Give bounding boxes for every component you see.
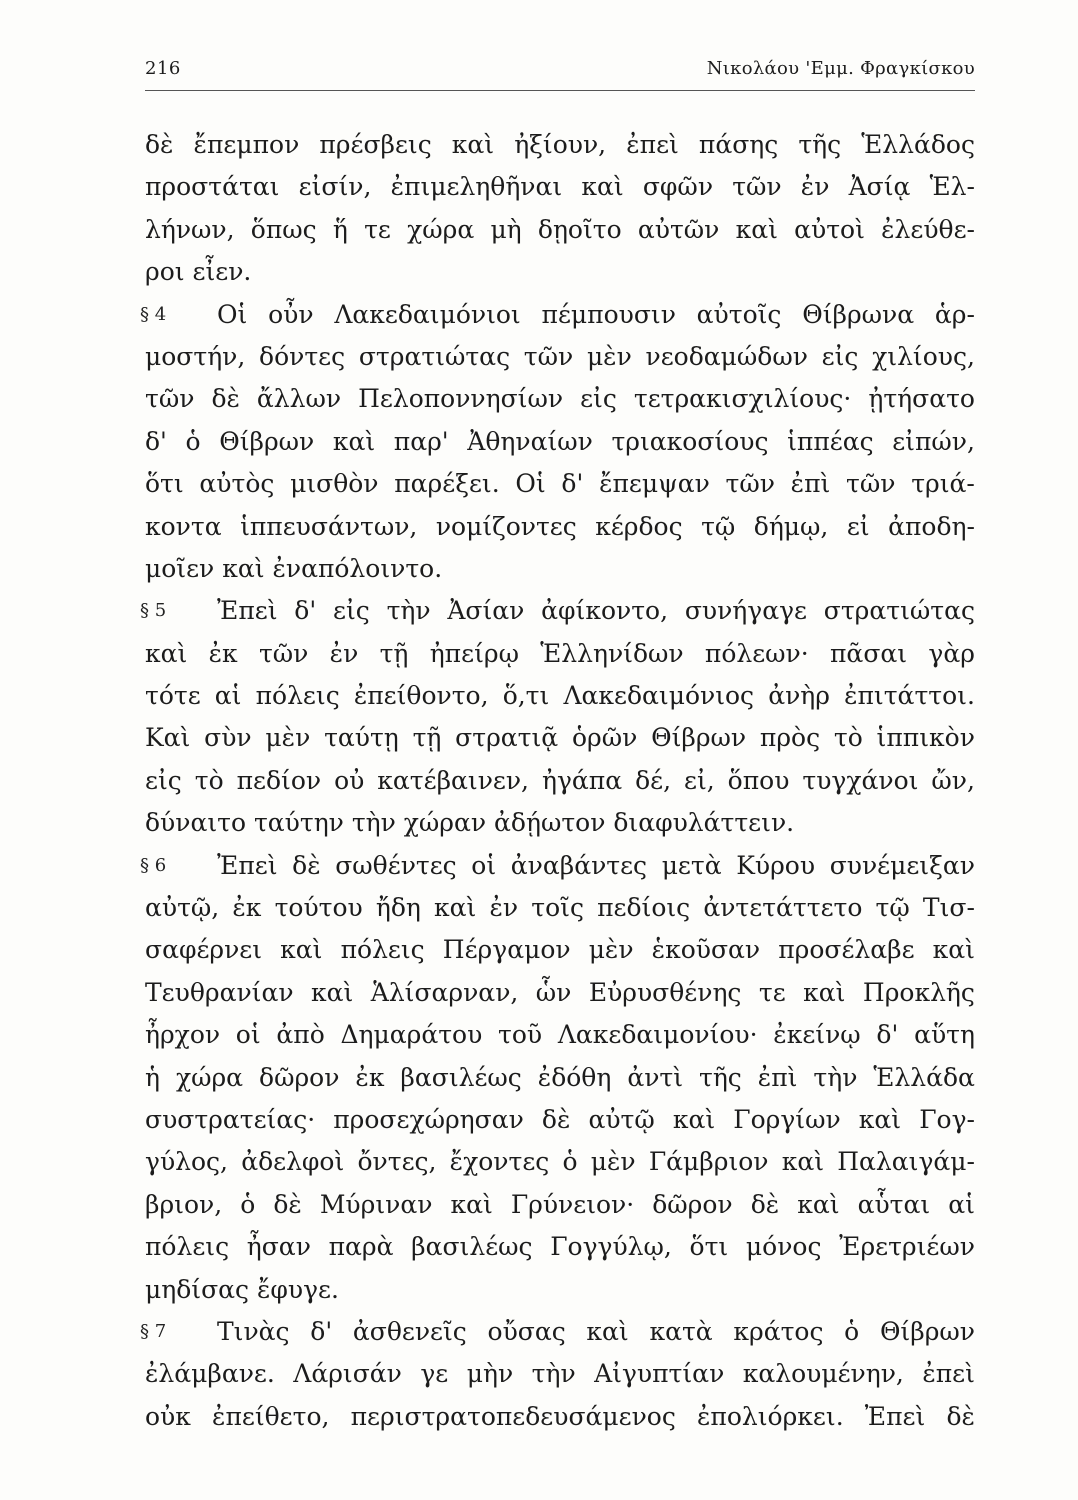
text-line: [145, 1184, 975, 1226]
word: Καὶ: [145, 723, 191, 753]
word: Πελοποννησίων: [358, 384, 564, 414]
word: πάσης: [698, 130, 779, 159]
section-marker: § 7: [140, 1320, 167, 1342]
word: λήνων,: [145, 214, 235, 244]
word: ἐκ: [232, 893, 262, 923]
line-text: μηδίσας ἔφυγε.: [145, 1274, 339, 1304]
word: Παλαιγάμ-: [837, 1147, 975, 1177]
word: οἱ: [471, 850, 497, 880]
word: ὁ: [562, 1147, 578, 1177]
word: τε: [364, 214, 391, 244]
word: σωθέντες: [335, 850, 457, 880]
text-line: [145, 209, 975, 251]
word: δ': [145, 426, 167, 456]
word: καὶ: [581, 172, 624, 202]
word: ταύτῃ: [324, 723, 399, 753]
word: ἀνὴρ: [768, 681, 830, 711]
word: μὴ: [490, 214, 522, 244]
word: Ἐπεὶ: [217, 850, 278, 880]
word: στρατιώτας: [823, 596, 975, 626]
word: βασιλέως: [400, 1062, 522, 1092]
word: δὲ: [273, 1189, 302, 1219]
word: τοῦ: [498, 1020, 543, 1050]
word: μετὰ: [661, 850, 722, 880]
word: σὺν: [204, 723, 252, 753]
word: πόλεις: [340, 935, 425, 965]
text-line: [145, 1353, 975, 1395]
word: ἱππικὸν: [876, 723, 975, 753]
word: εἰς: [821, 341, 859, 371]
word: μὲν: [588, 935, 634, 965]
text-line: [145, 463, 975, 505]
word: Προκλῆς: [862, 977, 975, 1007]
word: ἠγάπα: [541, 765, 623, 795]
word: γύλος,: [145, 1147, 228, 1177]
word: χώρα: [175, 1062, 244, 1092]
word: συστρατείας·: [145, 1104, 316, 1134]
word: τε: [758, 977, 786, 1007]
word: οὔσας: [487, 1316, 566, 1346]
word: γὰρ: [928, 638, 975, 668]
word: ἀντετάττετο: [703, 893, 863, 923]
word: στρατιᾷ: [455, 723, 559, 753]
word: μὲν: [590, 1147, 636, 1177]
word: αὕτη: [914, 1020, 975, 1050]
word: καὶ: [932, 935, 975, 965]
word: προσεχώρησαν: [333, 1104, 524, 1134]
word: δήμῳ,: [753, 511, 829, 541]
word: Γάμβριον: [648, 1147, 769, 1177]
word: Ἐπεὶ: [864, 1401, 926, 1431]
word: Θίβρων: [651, 723, 747, 753]
word: βασιλέως: [411, 1232, 533, 1262]
word: Ἀσίαν: [447, 596, 525, 626]
word: ἐπεὶ: [626, 130, 679, 159]
word: ἐλάμβανε.: [145, 1359, 275, 1389]
word: Κύρου: [736, 850, 816, 880]
word: τῷ: [701, 511, 736, 541]
word: ἐπολιόρκει.: [697, 1401, 844, 1431]
word: καὶ: [451, 130, 495, 159]
word: ἥ: [332, 214, 348, 244]
word: ἠξίουν,: [514, 130, 607, 159]
word: καὶ: [434, 893, 477, 923]
text-line: [145, 1014, 975, 1056]
section-marker: § 4: [140, 303, 167, 325]
word: τῇ: [379, 638, 409, 668]
text-line: [145, 1226, 975, 1268]
word: καὶ: [797, 1189, 840, 1219]
word: τῆς: [699, 1062, 742, 1092]
word: τῶν: [732, 172, 782, 202]
word: συνήγαγε: [684, 596, 807, 626]
word: οἱ: [235, 1020, 261, 1050]
text-line: [145, 760, 975, 802]
word: ἔπεμψαν: [599, 469, 710, 499]
word: ὅτι: [689, 1232, 729, 1262]
text-line: [145, 717, 975, 759]
word: δῶρον: [652, 1189, 733, 1219]
word: σαφέρνει: [145, 935, 263, 965]
word: ἀδελφοὶ: [241, 1147, 345, 1177]
word: Οἱ: [515, 469, 546, 499]
word: δῃοῖτο: [537, 214, 622, 244]
text-line: [140, 294, 975, 336]
word: Πέργαμον: [442, 935, 571, 965]
word: Λακεδαιμονίου·: [557, 1020, 758, 1050]
word: αὗται: [857, 1189, 931, 1219]
word: καὶ: [311, 977, 354, 1007]
word: αὐτῷ: [588, 1104, 655, 1134]
word: Ἑλλάδα: [873, 1062, 975, 1092]
word: ἐπὶ: [790, 469, 831, 499]
word: συνέμειξαν: [829, 850, 975, 880]
word: Εὐρυσθένης: [588, 977, 742, 1007]
word: δὲ: [541, 1104, 571, 1134]
word: Λάρισάν: [293, 1359, 402, 1389]
word: χιλίους,: [872, 341, 975, 371]
word: μόνος: [745, 1232, 822, 1262]
word: δ': [294, 596, 317, 626]
word: αὐτὸς: [199, 469, 275, 499]
word: κράτος: [733, 1316, 824, 1346]
word: καὶ: [145, 638, 188, 668]
word: ἐπὶ: [757, 1062, 798, 1092]
word: Γοργίων: [733, 1104, 841, 1134]
text-line: [145, 378, 975, 420]
word: Ἐπεὶ: [217, 596, 278, 626]
word: Γρύνειον·: [510, 1189, 635, 1219]
word: Γογ-: [919, 1104, 975, 1134]
word: Δημαράτου: [340, 1020, 483, 1050]
word: ὧν: [535, 977, 572, 1007]
word: ὁ: [185, 426, 201, 456]
word: πρὸς: [759, 723, 821, 753]
word: ἑκοῦσαν: [651, 935, 761, 965]
word: Λακεδαιμόνιοι: [334, 299, 521, 329]
word: ὅ,τι: [502, 681, 550, 711]
word: ἐν: [800, 172, 830, 202]
word: μοστήν,: [145, 341, 246, 371]
word: εἰ,: [684, 765, 715, 795]
word: Ἑλλάδος: [861, 130, 975, 159]
word: αὐτῷ,: [145, 893, 220, 923]
word: εἰσίν,: [298, 172, 372, 202]
word: προσέλαβε: [778, 935, 915, 965]
word: αἱ: [214, 681, 242, 711]
section-marker: § 6: [140, 854, 167, 876]
word: Τισ-: [922, 893, 975, 923]
word: τὸ: [194, 765, 224, 795]
word: ὅπου: [727, 765, 790, 795]
word: ᾐτήσατο: [868, 384, 975, 414]
word: ἐκ: [208, 638, 238, 668]
word: Ἀσίᾳ: [848, 172, 911, 202]
word: Ἐρετριέων: [839, 1232, 975, 1262]
word: τυγχάνοι: [802, 765, 919, 795]
word: ἐκ: [355, 1062, 385, 1092]
word: νεοδαμώδων: [645, 341, 808, 371]
word: δ': [310, 1316, 333, 1346]
page-number: 216: [145, 58, 181, 79]
word: προστάται: [145, 172, 280, 202]
word: δὲ: [145, 130, 174, 159]
word: ἐπεὶ: [922, 1359, 975, 1389]
word: ἐν: [329, 638, 359, 668]
word: καὶ: [781, 1147, 825, 1177]
word: Ἀθηναίων: [467, 426, 593, 456]
word: πόλεις: [145, 1232, 230, 1262]
word: καὶ: [586, 1316, 629, 1346]
text-line: [145, 336, 975, 378]
word: Τινὰς: [217, 1316, 290, 1346]
text-line: [145, 1141, 975, 1183]
word: ἐπιτάττοι.: [844, 681, 975, 711]
word: ἦρχον: [145, 1020, 221, 1050]
word: ἐδόθη: [537, 1062, 612, 1092]
word: ἐπιμεληθῆναι: [390, 172, 563, 202]
word: τριά-: [911, 469, 975, 499]
text-line: [145, 421, 975, 463]
word: καὶ: [332, 426, 376, 456]
text-line: [145, 1057, 975, 1099]
word: τῶν: [846, 469, 896, 499]
word: παρ': [393, 426, 449, 456]
word: βριον,: [145, 1189, 223, 1219]
word: ὁρῶν: [571, 723, 638, 753]
text-line: [145, 1099, 975, 1141]
word: αὐτοῖς: [696, 299, 782, 329]
text-line: [145, 506, 975, 548]
word: δόντες: [259, 341, 346, 371]
word: δὲ: [292, 850, 321, 880]
word: ἡ: [145, 1062, 160, 1092]
word: τὴν: [813, 1062, 858, 1092]
word: μισθὸν: [290, 469, 379, 499]
word: δὲ: [211, 384, 240, 414]
word: τῷ: [875, 893, 910, 923]
word: ἀντὶ: [627, 1062, 684, 1092]
line-text: δύναιτο ταύτην τὴν χώραν ἀδῄωτον διαφυλάττειν.: [145, 808, 795, 838]
word: ἀσθενεῖς: [352, 1316, 467, 1346]
word: ἔχοντες: [449, 1147, 550, 1177]
word: καὶ: [803, 977, 846, 1007]
text-line: [145, 887, 975, 929]
word: εἰς: [145, 765, 182, 795]
word: κατὰ: [649, 1316, 713, 1346]
word: μὲν: [586, 341, 632, 371]
word: πεδίοις: [597, 893, 691, 923]
word: ἤδη: [375, 893, 421, 923]
word: τῆς: [798, 130, 842, 159]
word: καὶ: [672, 1104, 716, 1134]
text-line: [145, 802, 975, 844]
text-line: [140, 1311, 975, 1353]
word: κοντα: [145, 511, 222, 541]
word: σφῶν: [642, 172, 714, 202]
word: στρατιώτας: [358, 341, 511, 371]
page-header: [145, 58, 975, 91]
word: ἱππέας: [787, 426, 874, 456]
word: εἰ: [846, 511, 870, 541]
word: ἀφίκοντο,: [541, 596, 669, 626]
text-line: [140, 845, 975, 887]
word: περιστρατοπεδευσάμενος: [350, 1401, 676, 1431]
word: ἄλλων: [256, 384, 342, 414]
running-head: Νικολάου 'Εμμ. Φραγκίσκου: [706, 58, 975, 79]
word: δῶρον: [259, 1062, 340, 1092]
word: πεδίον: [236, 765, 322, 795]
word: νομίζοντες: [435, 511, 577, 541]
word: αὐτῶν: [637, 214, 720, 244]
word: Ἑλληνίδων: [540, 638, 684, 668]
word: τῶν: [258, 638, 309, 668]
word: τὴν: [386, 596, 431, 626]
word: τότε: [145, 681, 201, 711]
word: οὐ: [334, 765, 365, 795]
word: Θίβρων: [219, 426, 315, 456]
word: Λακεδαιμόνιος: [563, 681, 755, 711]
word: ἱππευσάντων,: [240, 511, 418, 541]
word: πέμπουσιν: [541, 299, 676, 329]
word: ἐπείθετο,: [212, 1401, 330, 1431]
word: τούτου: [274, 893, 363, 923]
word: ὁ: [240, 1189, 256, 1219]
word: οὐκ: [145, 1401, 191, 1431]
word: ἦσαν: [246, 1232, 311, 1262]
word: ἀπὸ: [276, 1020, 325, 1050]
word: γε: [420, 1359, 449, 1389]
text-line: [145, 1396, 975, 1438]
word: ἔπεμπον: [193, 130, 300, 159]
word: καλουμένην,: [742, 1359, 904, 1389]
word: δ': [561, 469, 584, 499]
text-line: [145, 251, 975, 293]
text-line: [145, 972, 975, 1014]
text-line: [145, 1269, 975, 1311]
word: αἱ: [948, 1189, 975, 1219]
word: παρὰ: [328, 1232, 394, 1262]
word: δ': [876, 1020, 899, 1050]
word: παρέξει.: [394, 469, 500, 499]
word: ὄντες,: [357, 1147, 437, 1177]
word: ἐπείθοντο,: [353, 681, 489, 711]
text-line: [145, 166, 975, 208]
word: ἐκείνῳ: [773, 1020, 861, 1050]
word: εἰπών,: [892, 426, 975, 456]
section-marker: § 5: [140, 600, 167, 622]
text-line: [145, 124, 975, 166]
word: καὶ: [280, 935, 323, 965]
word: δὲ: [750, 1189, 780, 1219]
line-text: μοῖεν καὶ ἐναπόλοιντο.: [145, 553, 443, 583]
word: Τευθρανίαν: [145, 977, 294, 1007]
word: πᾶσαι: [830, 638, 908, 668]
word: ἐλεύθε-: [881, 214, 975, 244]
word: Θίβρωνα: [802, 299, 915, 329]
word: πρέσβεις: [319, 130, 432, 159]
word: κατέβαινεν,: [377, 765, 530, 795]
text-line: [145, 929, 975, 971]
word: Ἑλ-: [929, 172, 975, 202]
word: Γογγύλῳ,: [550, 1232, 672, 1262]
word: ἀποδη-: [888, 511, 975, 541]
word: δὲ: [946, 1401, 975, 1431]
word: καὶ: [450, 1189, 493, 1219]
text-line: [145, 633, 975, 675]
word: Θίβρων: [879, 1316, 975, 1346]
word: ὅπως: [250, 214, 317, 244]
line-text: ροι εἶεν.: [145, 257, 252, 287]
word: εἰς: [580, 384, 617, 414]
word: τῇ: [412, 723, 442, 753]
word: τριακοσίους: [611, 426, 769, 456]
word: οὖν: [268, 299, 314, 329]
word: ἠπείρῳ: [429, 638, 519, 668]
word: τῶν: [523, 341, 574, 371]
word: τὸ: [833, 723, 863, 753]
word: τῶν: [725, 469, 775, 499]
word: μὲν: [265, 723, 311, 753]
word: ὤν,: [931, 765, 975, 795]
word: χώρα: [407, 214, 475, 244]
word: ὅτι: [145, 469, 184, 499]
word: τοῖς: [531, 893, 584, 923]
word: μὴν: [466, 1359, 514, 1389]
word: εἰς: [333, 596, 370, 626]
word: Αἰγυπτίαν: [594, 1359, 725, 1389]
word: ἐν: [489, 893, 519, 923]
word: καὶ: [735, 214, 778, 244]
word: κέρδος: [595, 511, 683, 541]
body-text: [140, 124, 975, 1438]
word: δέ,: [635, 765, 672, 795]
word: πόλεων·: [704, 638, 809, 668]
text-line: [145, 548, 975, 590]
word: αὐτοὶ: [794, 214, 865, 244]
word: τῶν: [145, 384, 195, 414]
text-line: [145, 675, 975, 717]
text-line: [140, 590, 975, 632]
word: ἀναβάντες: [510, 850, 648, 880]
word: ὁ: [844, 1316, 860, 1346]
word: πόλεις: [255, 681, 340, 711]
word: Οἱ: [217, 299, 248, 329]
word: Μύριναν: [319, 1189, 433, 1219]
word: τὴν: [531, 1359, 576, 1389]
word: Ἁλίσαρναν,: [370, 977, 519, 1007]
word: τετρακισχιλίους·: [633, 384, 852, 414]
word: καὶ: [858, 1104, 902, 1134]
word: ἁρ-: [934, 299, 975, 329]
